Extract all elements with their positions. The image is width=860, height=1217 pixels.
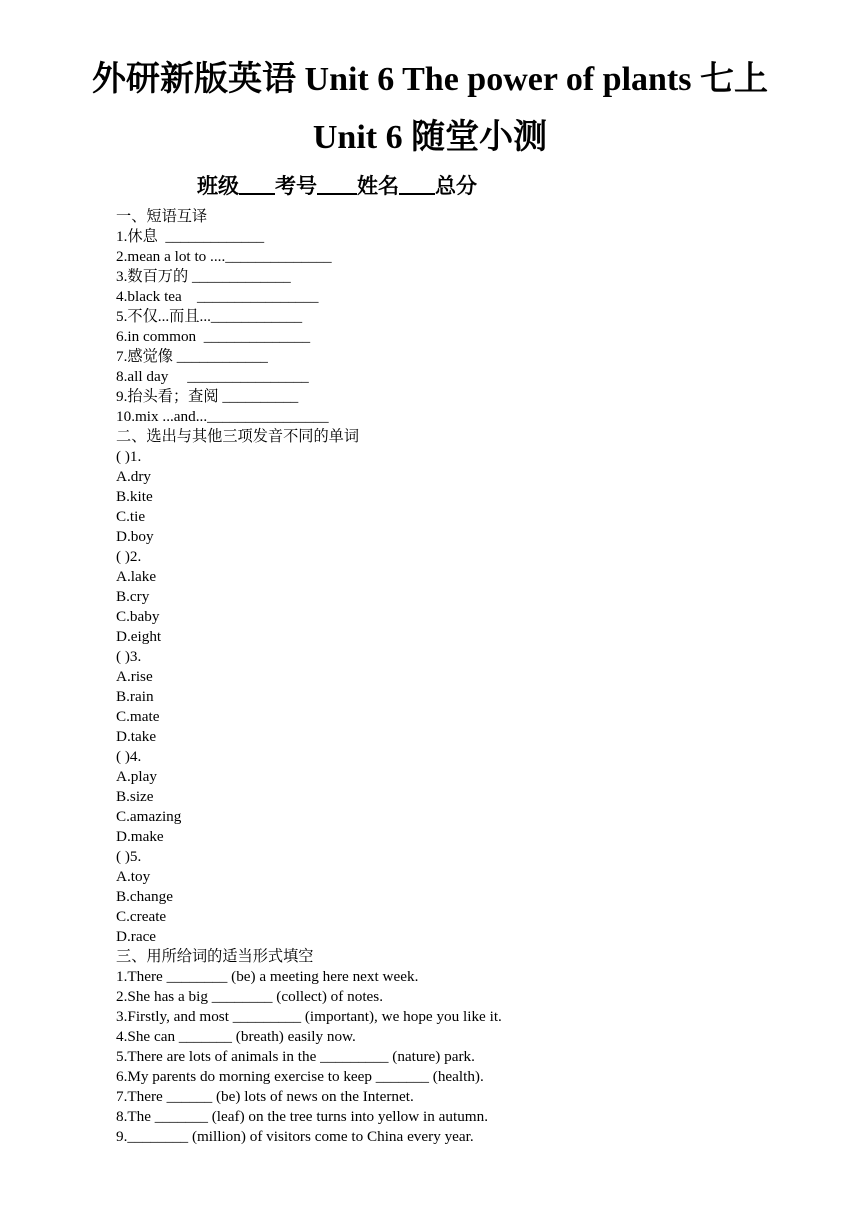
option-b: B.cry [116,588,150,605]
option-c: C.create [116,908,167,925]
phrase-item: 9.抬头看；查阅 __________ [116,388,299,405]
number-blank[interactable] [317,173,357,195]
question-number: ( )5. [116,848,142,865]
option-d: D.take [116,728,157,745]
name-blank[interactable] [399,173,435,195]
fill-blank-item: 7.There ______ (be) lots of news on the Internet. [116,1088,414,1105]
section3-heading: 三、用所给词的适当形式填空 [116,948,314,965]
fill-blank-item: 6.My parents do morning exercise to keep _______ (health). [116,1068,484,1085]
option-b: B.kite [116,488,153,505]
student-info-line [197,171,477,201]
fill-blank-item: 5.There are lots of animals in the _________ (nature) park. [116,1048,475,1065]
phrase-item: 2.mean a lot to ....______________ [116,248,332,265]
question-number: ( )1. [116,448,142,465]
question-number: ( )3. [116,648,142,665]
option-a: A.rise [116,668,153,685]
name-label: 姓名 [357,174,399,198]
question-number: ( )2. [116,548,142,565]
section1-heading: 一、短语互译 [116,208,208,225]
option-d: D.boy [116,528,154,545]
fill-blank-item: 4.She can _______ (breath) easily now. [116,1028,356,1045]
option-c: C.tie [116,508,146,525]
question-number: ( )4. [116,748,142,765]
phrase-item: 5.不仅...而且...____________ [116,308,303,325]
phrase-item: 1.休息 _____________ [116,228,265,245]
option-b: B.change [116,888,173,905]
option-d: D.race [116,928,157,945]
phrase-item: 6.in common ______________ [116,328,311,345]
option-d: D.make [116,828,164,845]
fill-blank-item: 9.________ (million) of visitors come to China every year. [116,1128,474,1145]
phrase-item: 10.mix ...and...________________ [116,408,329,425]
option-a: A.lake [116,568,157,585]
page-subtitle: Unit 6 随堂小测 [312,119,548,156]
option-b: B.rain [116,688,154,705]
worksheet-content [116,207,820,1147]
option-a: A.dry [116,468,152,485]
section2-heading: 二、选出与其他三项发音不同的单词 [116,428,359,445]
class-label: 班级 [197,174,239,198]
option-c: C.mate [116,708,160,725]
fill-blank-item: 1.There ________ (be) a meeting here next week. [116,968,419,985]
option-c: C.baby [116,608,160,625]
score-label: 总分 [435,174,477,198]
fill-blank-item: 3.Firstly, and most _________ (important), we hope you like it. [116,1008,502,1025]
option-b: B.size [116,788,154,805]
page-title: 外研新版英语 Unit 6 The power of plants 七上 [92,61,768,98]
phrase-item: 3.数百万的 _____________ [116,268,291,285]
phrase-item: 8.all day ________________ [116,368,309,385]
phrase-item: 7.感觉像 ____________ [116,348,268,365]
option-a: A.play [116,768,157,785]
option-c: C.amazing [116,808,182,825]
class-blank[interactable] [239,173,275,195]
option-a: A.toy [116,868,151,885]
fill-blank-item: 2.She has a big ________ (collect) of notes. [116,988,383,1005]
phrase-item: 4.black tea ________________ [116,288,319,305]
fill-blank-item: 8.The _______ (leaf) on the tree turns into yellow in autumn. [116,1108,489,1125]
number-label: 考号 [275,174,317,198]
option-d: D.eight [116,628,162,645]
